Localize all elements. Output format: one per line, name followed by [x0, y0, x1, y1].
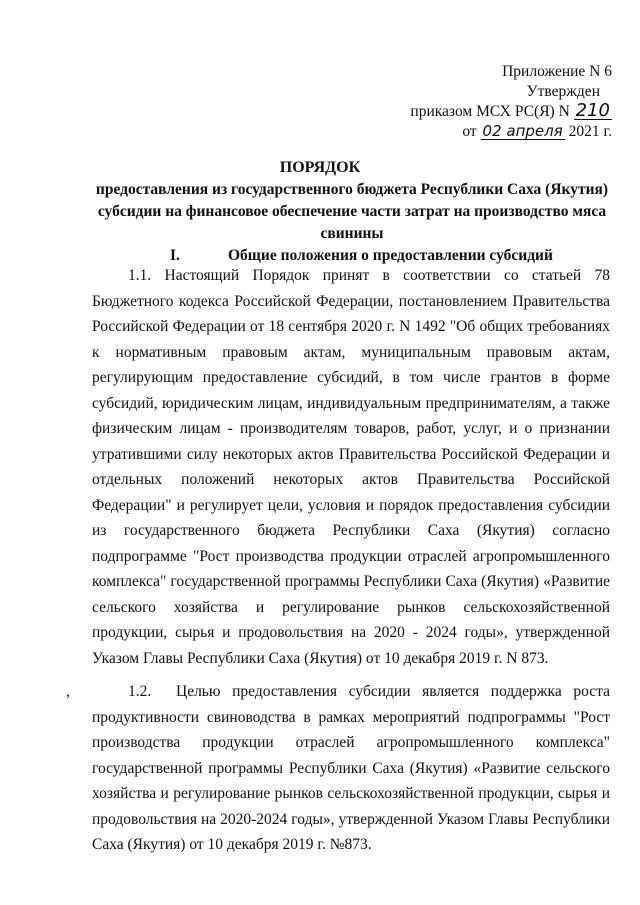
- paragraph-1-1-number: 1.1.: [128, 267, 152, 284]
- appendix-label: Приложение N 6: [502, 63, 612, 80]
- paragraph-1-1-text: Настоящий Порядок принят в соответствии со статьей 78 Бюджетного кодекса Российской Федерации, постановлением Правительства Российской Федерации от 18 сентября 2020 г. N 1492 "Об общих требованиях к нормативным правовым актам, муниципальным правовым актам, регулирующим предоставление субсидий, в том числе грантов в форме субсидий, юридическим лицам, индивидуальным предпринимателям, а также физическим лицам - производителям товаров, работ, услуг, и о признании утратившими силу некоторых актов Правительства Российской Федерации и отдельных положений некоторых актов Правительства Российской Федерации" и регулирует цели, условия и порядок предоставления субсидии из государственного бюджета Республики Саха (Якутия) согласно подпрограмме "Рост производства продукции отраслей агропромышленного комплекса" государственной программы Республики Саха (Якутия) «Развитие сельского хозяйства и регулирование рынков сельскохозяйственной продукции, сырья и продовольствия на 2020 - 2024 годы», утвержденной Указом Главы Республики Саха (Якутия) от 10 декабря 2019 г. N 873.: [92, 267, 610, 667]
- order-number-handwritten: 210: [575, 100, 610, 121]
- section-title: Общие положения о предоставлении субсидий: [228, 247, 553, 264]
- date-year: 2021 г.: [568, 123, 612, 140]
- document-subtitle: предоставления из государственного бюджета Республики Саха (Якутия) субсидии на финансовое обеспечение части затрат на производство мяса свинины: [95, 181, 609, 242]
- margin-mark: ,: [66, 683, 70, 700]
- approval-block: [410, 62, 612, 142]
- date-handwritten: 02 апреля: [482, 122, 563, 140]
- section-number: I.: [170, 247, 180, 264]
- paragraph-1-2-text: Целью предоставления субсидии является поддержка роста продуктивности свиноводства в рамках мероприятий подпрограммы "Рост производства продукции отраслей агропромышленного комплекса" государственной программы Республики Саха (Якутия) «Развитие сельского хозяйства и регулирование рынков сельскохозяйственной продукции, сырья и продовольствия на 2020-2024 годы», утвержденной Указом Главы Республики Саха (Якутия) от 10 декабря 2019 г. №873.: [92, 683, 610, 853]
- order-prefix: приказом МСХ РС(Я) N: [410, 103, 570, 120]
- document-title: ПОРЯДОК: [279, 159, 361, 176]
- approved-label: Утвержден: [526, 83, 600, 100]
- date-prefix: от: [462, 123, 477, 140]
- paragraph-1-2: [92, 679, 610, 858]
- paragraph-1-2-number: 1.2.: [128, 683, 152, 700]
- date-line: [410, 122, 612, 142]
- paragraph-1-1: [92, 263, 610, 671]
- order-line: [410, 102, 612, 122]
